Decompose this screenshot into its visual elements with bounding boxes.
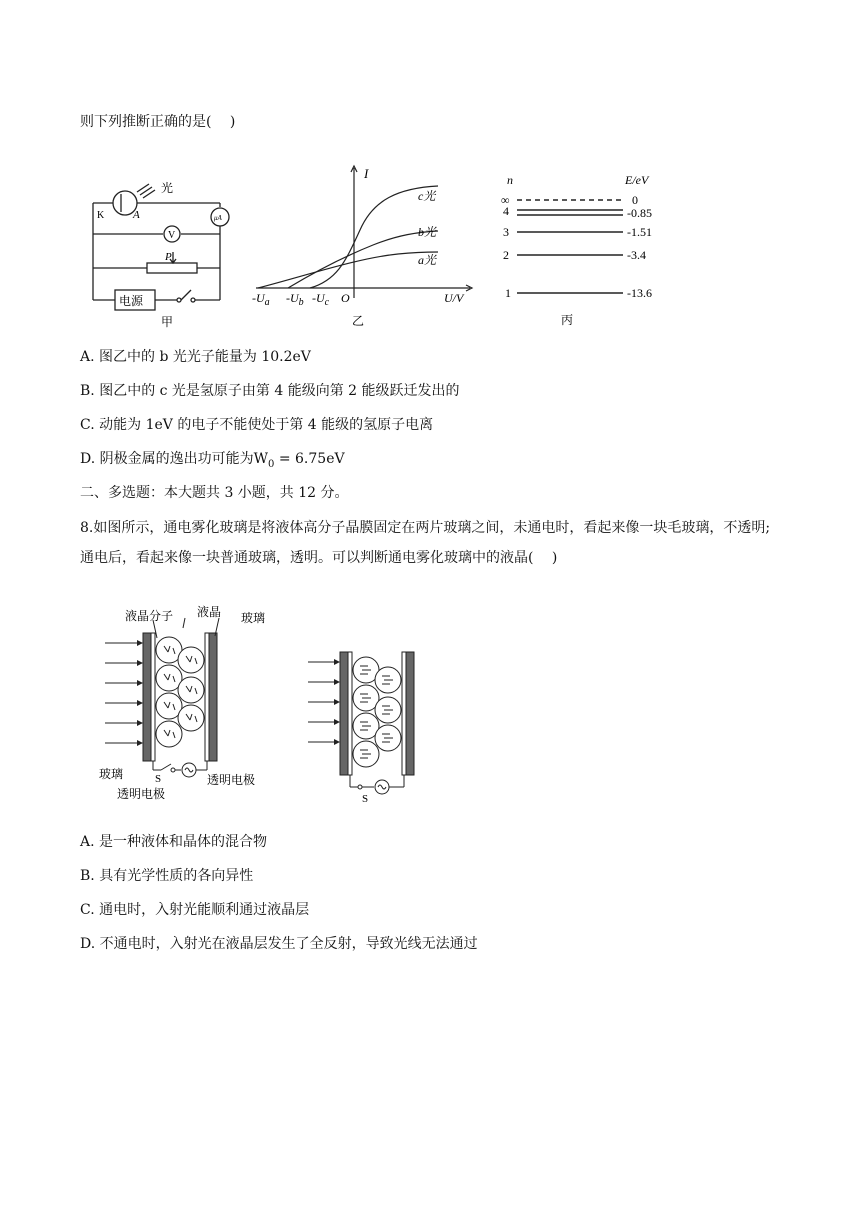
rheostat-icon — [147, 263, 197, 273]
label-glass-left: 玻璃 — [99, 767, 124, 781]
power-source-label: 电源 — [119, 294, 144, 308]
curve-label-b: b光 — [418, 225, 437, 239]
slider-label: P — [165, 251, 172, 263]
y-axis-label: I — [364, 166, 369, 181]
label-glass-right: 玻璃 — [241, 611, 266, 625]
x-axis-label: U/V — [444, 291, 464, 305]
label-electrode-right: 透明电极 — [207, 773, 256, 787]
q8-option-d: D. 不通电时，入射光在液晶层发生了全反射，导致光线无法通过 — [80, 936, 478, 952]
q7-option-a: A. 图乙中的 b 光光子能量为 10.2eV — [80, 349, 311, 365]
energy-unit-label: E/eV — [625, 173, 649, 187]
label-switch-s-2: S — [362, 793, 369, 805]
level-e-2: -3.4 — [627, 248, 646, 262]
level-n-1: 1 — [505, 286, 511, 300]
level-n-inf: ∞ — [501, 193, 510, 207]
question-8-stem: 8.如图所示，通电雾化玻璃是将液体高分子晶膜固定在两片玻璃之间，未通电时，看起来像一块毛玻璃，不透明;通电后，看起来像一块普通玻璃，透明。可以判断通电雾化玻璃中的液晶( ) — [80, 520, 771, 566]
anode-label: A — [133, 209, 140, 221]
tick-ua: $-U_a$ — [252, 291, 270, 308]
q7-option-d: D. 阴极金属的逸出功可能为$W_0 = 6.75eV$ — [80, 451, 345, 470]
light-label: 光 — [161, 181, 174, 195]
tick-ub: $-U_b$ — [286, 291, 304, 308]
right-glass-pane — [209, 633, 217, 761]
n-label: n — [507, 173, 513, 187]
circuit-figure-jia — [85, 170, 245, 330]
level-n-2: 2 — [503, 248, 509, 262]
q7-option-b: B. 图乙中的 c 光是氢原子由第 4 能级向第 2 能级跃迁发出的 — [80, 383, 460, 399]
q8-option-b: B. 具有光学性质的各向异性 — [80, 868, 254, 884]
origin-label: O — [341, 291, 350, 305]
voltmeter-label: V — [168, 230, 176, 241]
caption-jia: 甲 — [161, 315, 174, 329]
caption-bing: 丙 — [561, 313, 574, 327]
label-liquid-crystal: 液晶 — [197, 605, 222, 619]
energy-level-figure-bing — [495, 170, 680, 330]
level-e-3: -1.51 — [627, 225, 652, 239]
level-n-3: 3 — [503, 225, 509, 239]
lcd-glass-figure-off — [95, 598, 295, 803]
label-switch-s: S — [155, 773, 162, 785]
label-lc-molecule: 液晶分子 — [125, 609, 174, 623]
section-2-heading: 二、多选题：本大题共 3 小题，共 12 分。 — [80, 485, 349, 501]
q8-option-c: C. 通电时，入射光能顺利通过液晶层 — [80, 902, 310, 918]
curve-a — [258, 252, 438, 288]
lcd-glass-figure-on — [300, 640, 430, 805]
left-glass-pane — [143, 633, 151, 761]
level-e-inf: 0 — [632, 193, 638, 207]
iv-curves-figure-yi — [248, 160, 483, 330]
curve-label-c: c光 — [418, 189, 436, 203]
q8-option-a: A. 是一种液体和晶体的混合物 — [80, 834, 268, 850]
caption-yi: 乙 — [352, 314, 365, 328]
question-7-stem-tail: 则下列推断正确的是( ) — [80, 114, 236, 130]
level-e-4: -0.85 — [627, 206, 652, 220]
cathode-label: K — [97, 210, 105, 221]
microammeter-label: μA — [214, 214, 222, 222]
level-e-1: -13.6 — [627, 286, 652, 300]
tick-uc: $-U_c$ — [312, 291, 330, 308]
label-electrode-left: 透明电极 — [117, 787, 166, 801]
curve-label-a: a光 — [418, 253, 437, 267]
q7-option-c: C. 动能为 1eV 的电子不能使处于第 4 能级的氢原子电离 — [80, 417, 434, 433]
level-n-4: 4 — [503, 204, 509, 218]
